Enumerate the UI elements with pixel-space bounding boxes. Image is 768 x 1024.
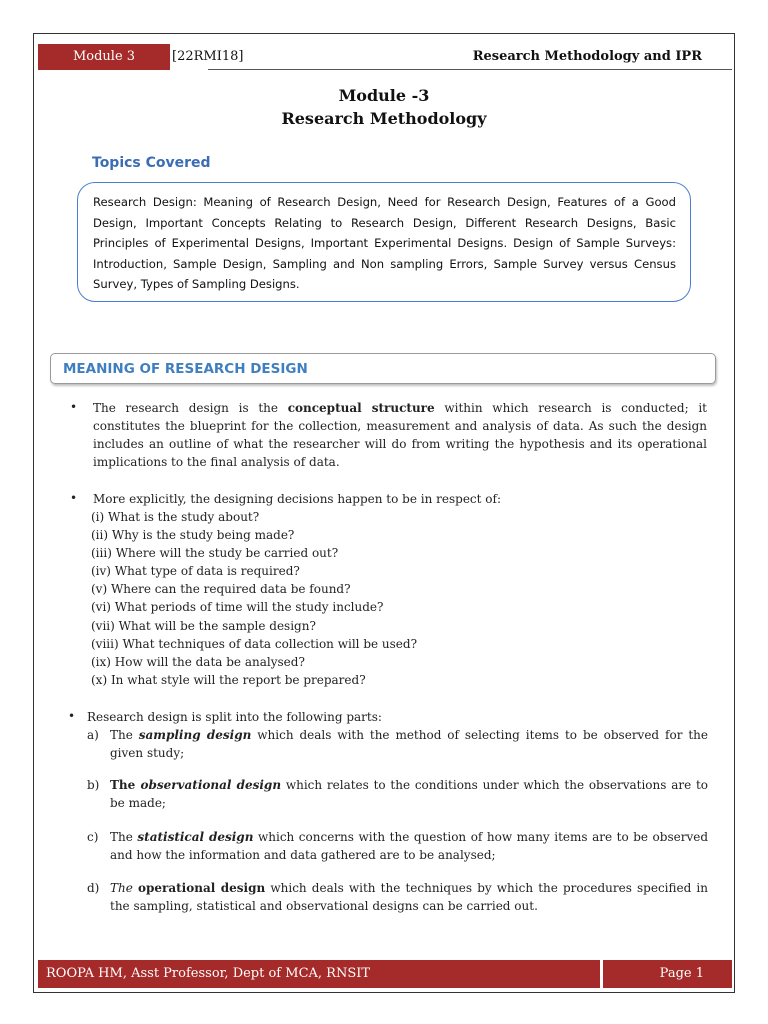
- design-part-prefix: The: [110, 881, 138, 895]
- topics-covered-heading: Topics Covered: [92, 155, 211, 171]
- footer-page-number: Page 1: [603, 960, 732, 988]
- design-part-term: operational design: [137, 881, 266, 895]
- list-item: (x) In what style will the report be prepared?: [91, 672, 366, 687]
- list-item: (i) What is the study about?: [91, 510, 260, 524]
- page-footer: [38, 960, 732, 988]
- header-course-code: [22RMI18]: [172, 49, 244, 64]
- design-part-label: b): [87, 778, 100, 792]
- para1-text: The research design is the: [93, 401, 288, 415]
- section-heading-box: [50, 353, 716, 384]
- bullet-marker: •: [70, 400, 78, 414]
- list-item: (viii) What techniques of data collection will be used?: [91, 636, 418, 651]
- list-item: (v) Where can the required data be found?: [91, 582, 351, 597]
- design-part-label: d): [87, 881, 100, 895]
- design-part-observational: [110, 776, 708, 812]
- design-part-text: which relates to the conditions under which the observations are to be made;: [110, 778, 709, 810]
- design-part-term: observational design: [140, 778, 282, 792]
- footer-author: ROOPA HM, Asst Professor, Dept of MCA, RNSIT: [38, 960, 600, 988]
- paragraph-decisions-intro: More explicitly, the designing decisions happen to be in respect of:: [93, 492, 501, 506]
- header-module-label: Module 3: [38, 44, 170, 70]
- design-part-statistical: [110, 828, 708, 864]
- design-part-term: statistical design: [137, 830, 254, 844]
- header-course-title: Research Methodology and IPR: [472, 49, 702, 64]
- page-header: [38, 44, 732, 70]
- section-heading: MEANING OF RESEARCH DESIGN: [63, 361, 308, 377]
- design-part-text: which deals with the techniques by which the procedures specified in the sampling, statistical and observational designs can be carried out.: [110, 881, 708, 913]
- module-subtitle: Research Methodology: [281, 109, 487, 128]
- topics-covered-box: [77, 182, 691, 302]
- list-item: (ix) How will the data be analysed?: [91, 654, 305, 669]
- topics-covered-text: Research Design: Meaning of Research Design, Need for Research Design, Features of a Good Design, Important Concepts Relating to Research Design, Different Research Designs, Basic Principles of Experimental Designs, Important Experimental Designs. Design of Sample Surveys: Introduction, Sample Design, Sampling and Non sampling Errors, Sample Survey versus Census Survey, Types of Sampling Designs.: [93, 195, 676, 291]
- bullet-marker: •: [68, 709, 76, 723]
- para1-bold-term: conceptual structure: [287, 401, 435, 415]
- list-item: (iii) Where will the study be carried out?: [91, 546, 339, 561]
- list-item: (vii) What will be the sample design?: [91, 618, 316, 633]
- design-part-sampling: [110, 726, 708, 762]
- decision-question-list: [91, 508, 711, 689]
- paragraph-definition: [93, 399, 707, 471]
- design-part-prefix: The: [110, 778, 141, 792]
- design-part-prefix: The: [110, 728, 139, 742]
- list-item: (vi) What periods of time will the study include?: [91, 600, 384, 615]
- design-part-text: which concerns with the question of how many items are to be observed and how the information and data gathered are to be analysed;: [110, 830, 709, 862]
- bullet-marker: •: [70, 491, 78, 505]
- list-item: (iv) What type of data is required?: [91, 564, 300, 579]
- header-divider: [208, 69, 732, 70]
- design-part-term: sampling design: [138, 728, 252, 742]
- design-part-operational: [110, 879, 708, 915]
- module-title: Module -3: [338, 86, 430, 105]
- design-part-prefix: The: [110, 830, 138, 844]
- design-part-text: which deals with the method of selecting items to be observed for the given study;: [110, 728, 708, 760]
- design-part-label: c): [87, 830, 99, 844]
- paragraph-design-parts-intro: Research design is split into the following parts:: [87, 710, 382, 724]
- design-part-label: a): [87, 728, 99, 742]
- para1-text-rest: within which research is conducted; it constitutes the blueprint for the collection, measurement and analysis of data. As such the design includes an outline of what the researcher will do from writing the hypothesis and its operational implications to the final analysis of data.: [93, 401, 708, 469]
- list-item: (ii) Why is the study being made?: [91, 528, 295, 543]
